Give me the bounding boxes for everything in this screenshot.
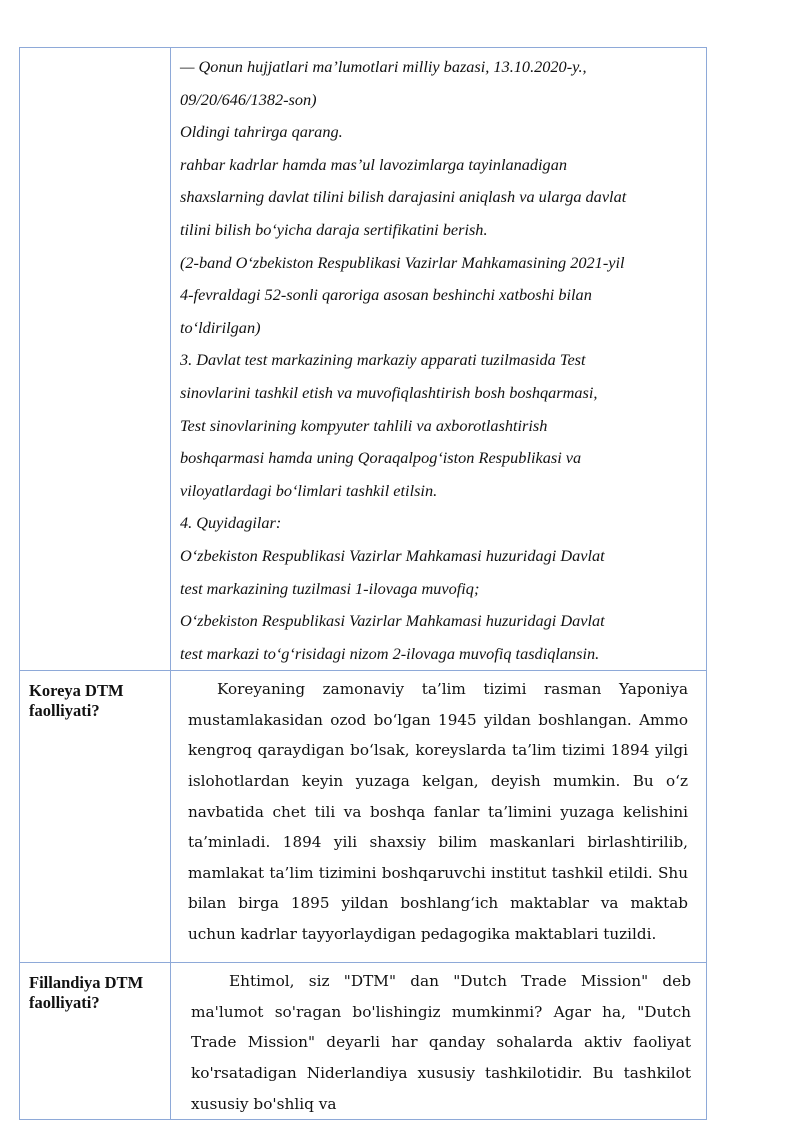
decree-line: (2-band O‘zbekiston Respublikasi Vazirlar Mahkamasining 2021-yil xyxy=(180,252,625,272)
finland-question-cell xyxy=(20,963,171,1120)
decree-text-block xyxy=(171,48,706,670)
decree-line: 3. Davlat test markazining markaziy apparati tuzilmasida Test xyxy=(180,350,586,370)
document-table xyxy=(19,47,707,1120)
decree-line: sinovlarini tashkil etish va muvofiqlashtirish bosh boshqarmasi, xyxy=(180,382,598,402)
korea-answer: Koreyaning zamonaviy ta’lim tizimi rasman Yaponiya mustamlakasidan ozod bo‘lgan 1945 yildan boshlangan. Ammo kengroq qaraydigan bo‘lsak, koreyslarda ta’lim tizimi 1894 yilgi islohotlardan keyin yuzaga kelgan, deyish mumkin. Bu o‘z navbatida chet tili va boshqa fanlar ta’limini yuzaga kelishini ta’minladi. 1894 yili shaxsiy bilim maskanlari birlashtirilib, mamlakat ta’lim tizimini boshqaruvchi institut tashkil etildi. Shu bilan birga 1895 yildan boshlang‘ich maktablar va maktab uchun kadrlar tayyorlaydigan pedagogika maktablari tuzildi. xyxy=(188,680,688,944)
decree-line: rahbar kadrlar hamda mas’ul lavozimlarga tayinlanadigan xyxy=(180,154,567,174)
decree-line: 09/20/646/1382-son) xyxy=(180,89,317,109)
table-row-finland xyxy=(20,963,707,1120)
korea-answer-cell xyxy=(171,671,707,963)
korea-question-cell xyxy=(20,671,171,963)
finland-question xyxy=(20,963,170,1013)
decree-line: to‘ldirilgan) xyxy=(180,317,261,337)
decree-line: test markazi to‘g‘risidagi nizom 2-ilovaga muvofiq tasdiqlansin. xyxy=(180,643,600,663)
decree-line: 4-fevraldagi 52-sonli qaroriga asosan beshinchi xatboshi bilan xyxy=(180,285,592,305)
table-row-korea xyxy=(20,671,707,963)
decree-text-cell xyxy=(171,48,707,671)
korea-question xyxy=(20,671,170,721)
decree-line: — Qonun hujjatlari ma’lumotlari milliy bazasi, 13.10.2020-y., xyxy=(180,57,587,76)
finland-answer-cell xyxy=(171,963,707,1120)
decree-line: O‘zbekiston Respublikasi Vazirlar Mahkamasi huzuridagi Davlat xyxy=(180,611,605,631)
decree-line: Oldingi tahrirga qarang. xyxy=(180,122,343,142)
decree-line: 4. Quyidagilar: xyxy=(180,513,282,533)
korea-question-line: Koreya DTM xyxy=(29,681,124,701)
empty-left-cell xyxy=(20,48,171,671)
decree-line: shaxslarning davlat tilini bilish darajasini aniqlash va ularga davlat xyxy=(180,187,627,207)
decree-line: tilini bilish bo‘yicha daraja sertifikatini berish. xyxy=(180,219,488,239)
decree-line: Test sinovlarining kompyuter tahlili va axborotlashtirish xyxy=(180,415,548,435)
decree-line: O‘zbekiston Respublikasi Vazirlar Mahkamasi huzuridagi Davlat xyxy=(180,545,605,565)
korea-question-line: faolliyati? xyxy=(29,701,100,721)
finland-question-line: faolliyati? xyxy=(29,993,100,1013)
decree-line: test markazining tuzilmasi 1-ilovaga muvofiq; xyxy=(180,578,480,598)
table-row-decree-text xyxy=(20,48,707,671)
finland-answer: Ehtimol, siz "DTM" dan "Dutch Trade Mission" deb ma'lumot so'ragan bo'lishingiz mumkinmi? Agar ha, "Dutch Trade Mission" deyarli har qanday sohalarda aktiv faoliyat ko'rsatadigan Niderlandiya xususiy tashkilotidir. Bu tashkilot xususiy bo'shliq va xyxy=(191,972,691,1113)
finland-question-line: Fillandiya DTM xyxy=(29,973,144,993)
decree-line: boshqarmasi hamda uning Qoraqalpog‘iston Respublikasi va xyxy=(180,448,582,468)
decree-line: viloyatlardagi bo‘limlari tashkil etilsin. xyxy=(180,480,438,500)
